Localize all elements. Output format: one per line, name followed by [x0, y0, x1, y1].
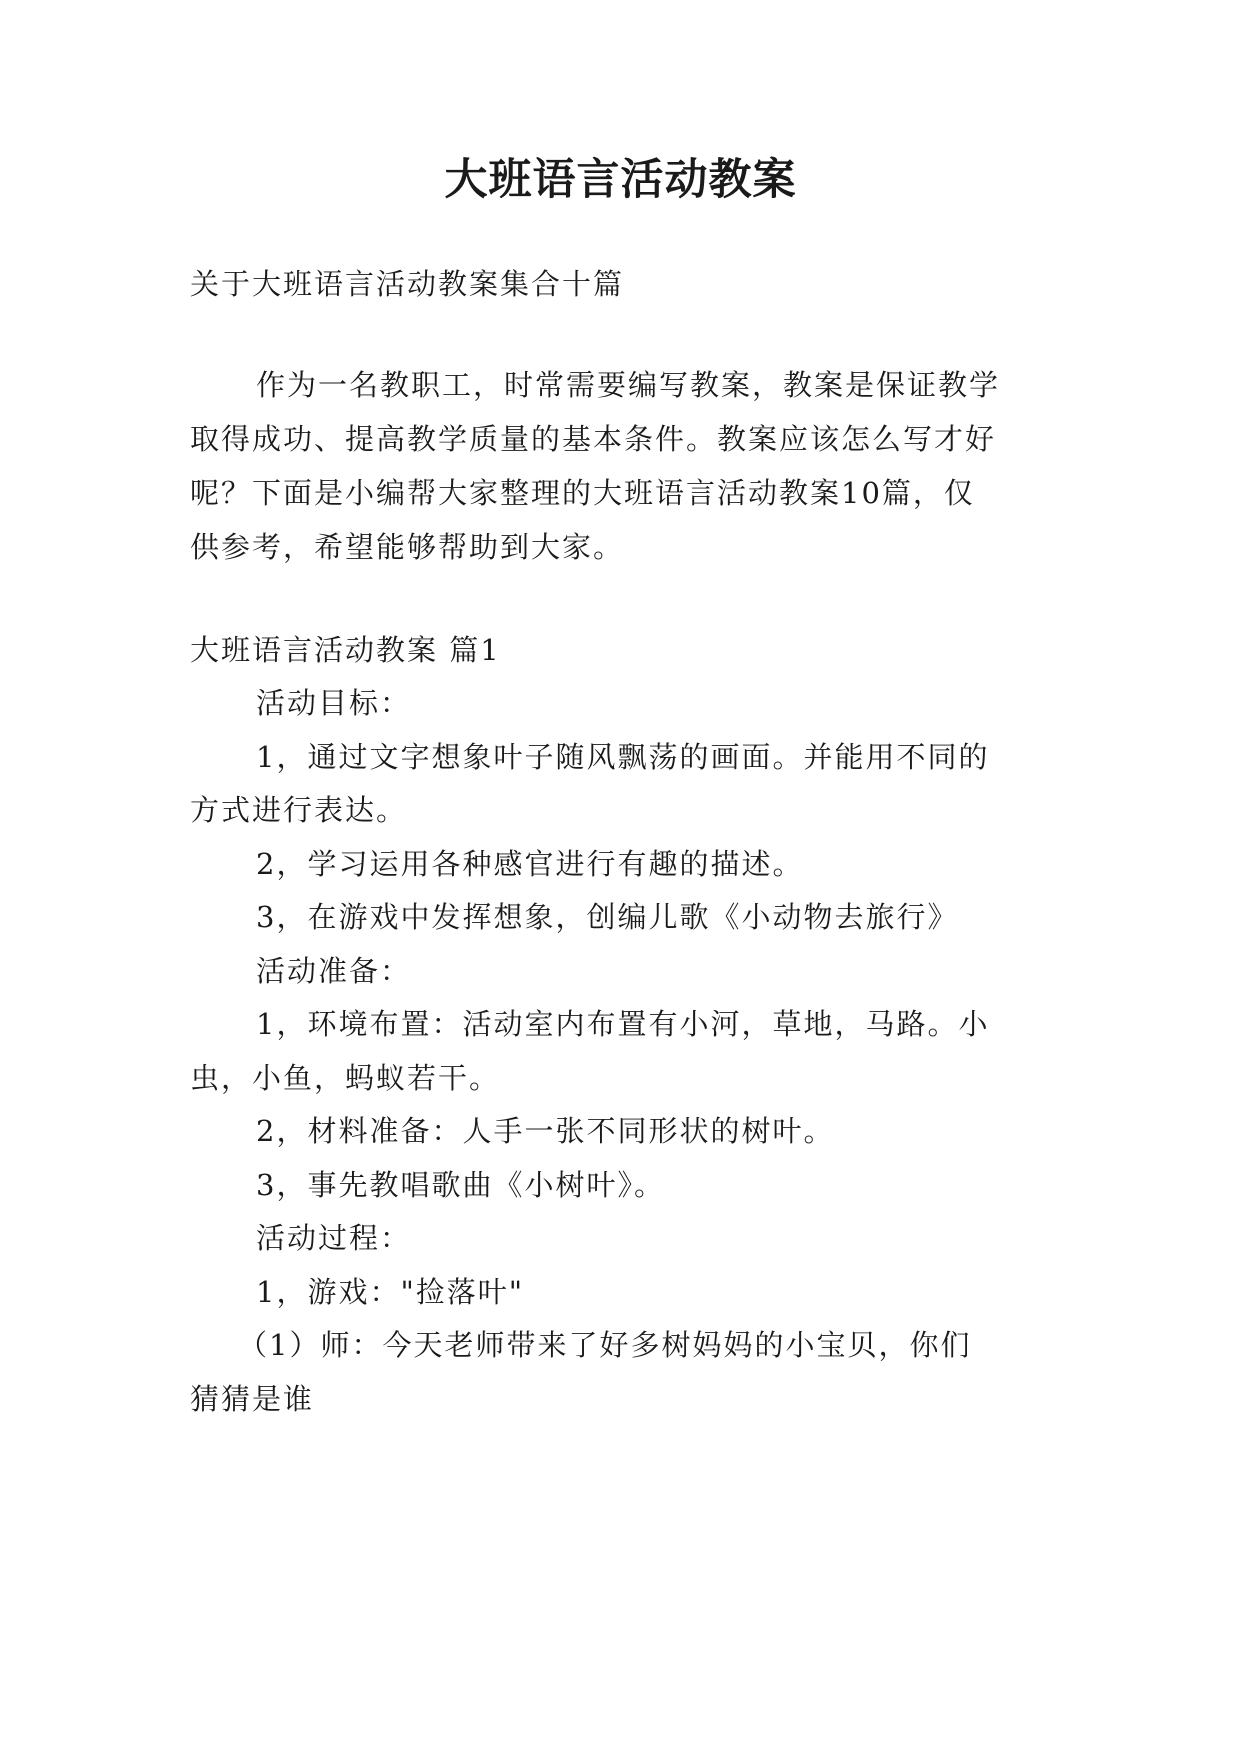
body-line: 1，环境布置：活动室内布置有小河，草地，马路。小 [256, 1007, 990, 1041]
document-title: 大班语言活动教案 [444, 155, 797, 205]
body-line: 3，事先教唱歌曲《小树叶》。 [256, 1168, 665, 1202]
body-line: 活动目标： [256, 686, 412, 720]
body-line: 3，在游戏中发挥想象，创编儿歌《小动物去旅行》 [256, 900, 959, 934]
body-line: （1）师：今天老师带来了好多树妈妈的小宝贝，你们 [238, 1328, 972, 1362]
body-line: 1，游戏："捡落叶" [256, 1275, 525, 1309]
intro-line: 取得成功、提高教学质量的基本条件。教案应该怎么写才好 [190, 422, 997, 456]
intro-line: 呢？下面是小编帮大家整理的大班语言活动教案10篇，仅 [190, 476, 975, 510]
document-subtitle: 关于大班语言活动教案集合十篇 [190, 267, 625, 301]
section-heading: 大班语言活动教案 篇1 [190, 633, 501, 667]
body-line: 2，材料准备：人手一张不同形状的树叶。 [256, 1114, 835, 1148]
body-line: 猜猜是谁 [190, 1382, 315, 1416]
body-line: 活动准备： [256, 954, 412, 988]
intro-line: 供参考，希望能够帮助到大家。 [190, 530, 625, 564]
body-line: 活动过程： [256, 1221, 412, 1255]
intro-line: 作为一名教职工，时常需要编写教案，教案是保证教学 [256, 368, 1001, 402]
body-line: 2，学习运用各种感官进行有趣的描述。 [256, 847, 804, 881]
body-line: 1，通过文字想象叶子随风飘荡的画面。并能用不同的 [256, 740, 990, 774]
body-line: 虫，小鱼，蚂蚁若干。 [190, 1061, 501, 1095]
body-line: 方式进行表达。 [190, 793, 408, 827]
